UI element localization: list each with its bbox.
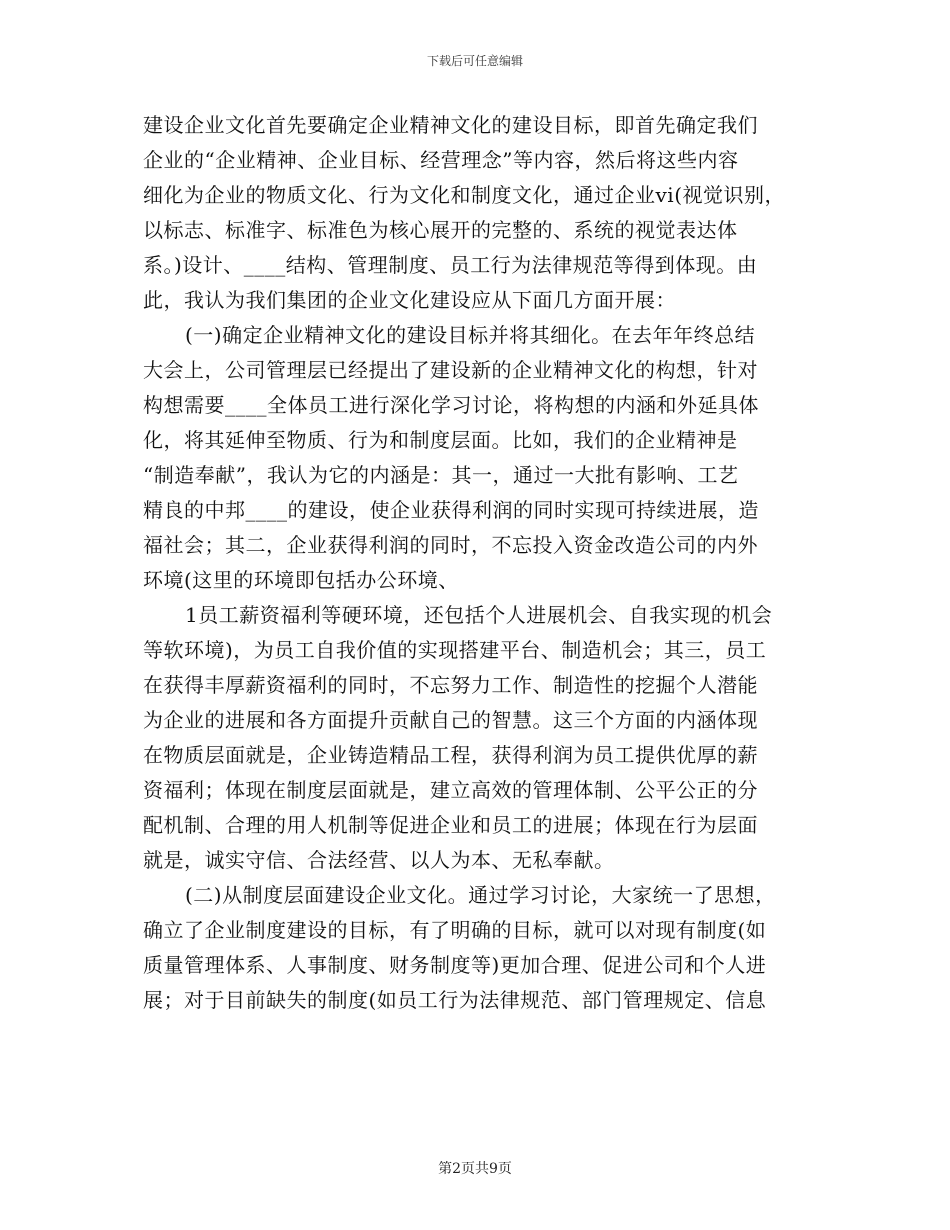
text-line: 化，将其延伸至物质、行为和制度层面。比如，我们的企业精神是: [143, 428, 738, 452]
paragraph-start-line: (一)确定企业精神文化的建设目标并将其细化。在去年年终总结: [185, 323, 756, 347]
paragraph-start-line: (二)从制度层面建设企业文化。通过学习讨论，大家统一了思想，: [185, 883, 776, 907]
text-line: 展；对于目前缺失的制度(如员工行为法律规范、部门管理规定、信息: [143, 988, 767, 1012]
text-line: 在物质层面就是，企业铸造精品工程，获得利润为员工提供优厚的薪: [143, 743, 758, 767]
text-line: 构想需要____全体员工进行深化学习讨论，将构想的内涵和外延具体: [143, 393, 759, 417]
text-line: 等软环境)，为员工自我价值的实现搭建平台、制造机会；其三，员工: [143, 638, 767, 662]
page-number: 第2页共9页: [438, 1161, 512, 1177]
text-line: 确立了企业制度建设的目标，有了明确的目标，就可以对现有制度(如: [143, 918, 767, 942]
text-line: 为企业的进展和各方面提升贡献自己的智慧。这三个方面的内涵体现: [143, 708, 758, 732]
page-header: 下载后可任意编辑: [426, 54, 523, 68]
text-line: 在获得丰厚薪资福利的同时，不忘努力工作、制造性的挖掘个人潜能: [143, 673, 758, 697]
text-line: 系。)设计、____结构、管理制度、员工行为法律规范等得到体现。由: [143, 253, 758, 277]
text-line: 建设企业文化首先要确定企业精神文化的建设目标，即首先确定我们: [143, 113, 758, 137]
text-line: “制造奉献”，我认为它的内涵是：其一，通过一大批有影响、工艺: [143, 463, 739, 487]
text-line: 福社会；其二，企业获得利润的同时，不忘投入资金改造公司的内外: [143, 533, 758, 557]
text-line: 此，我认为我们集团的企业文化建设应从下面几方面开展：: [143, 288, 676, 312]
text-line: 精良的中邦____的建设，使企业获得利润的同时实现可持续进展，造: [143, 498, 759, 522]
text-line: 就是，诚实守信、合法经营、以人为本、无私奉献。: [143, 848, 615, 872]
text-line: 企业的“企业精神、企业目标、经营理念”等内容，然后将这些内容: [143, 148, 739, 172]
text-line: 细化为企业的物质文化、行为文化和制度文化，通过企业vi(视觉识别，: [143, 183, 785, 207]
document-body: [143, 108, 833, 1018]
paragraph-start-line: 1员工薪资福利等硬环境，还包括个人进展机会、自我实现的机会: [185, 603, 773, 627]
text-line: 资福利；体现在制度层面就是，建立高效的管理体制、公平公正的分: [143, 778, 758, 802]
text-line: 配机制、合理的用人机制等促进企业和员工的进展；体现在行为层面: [143, 813, 758, 837]
text-line: 以标志、标准字、标准色为核心展开的完整的、系统的视觉表达体: [143, 218, 738, 242]
text-line: 质量管理体系、人事制度、财务制度等)更加合理、促进公司和个人进: [143, 953, 767, 977]
text-line: 大会上，公司管理层已经提出了建设新的企业精神文化的构想，针对: [143, 358, 758, 382]
text-line: 环境(这里的环境即包括办公环境、: [143, 568, 459, 592]
